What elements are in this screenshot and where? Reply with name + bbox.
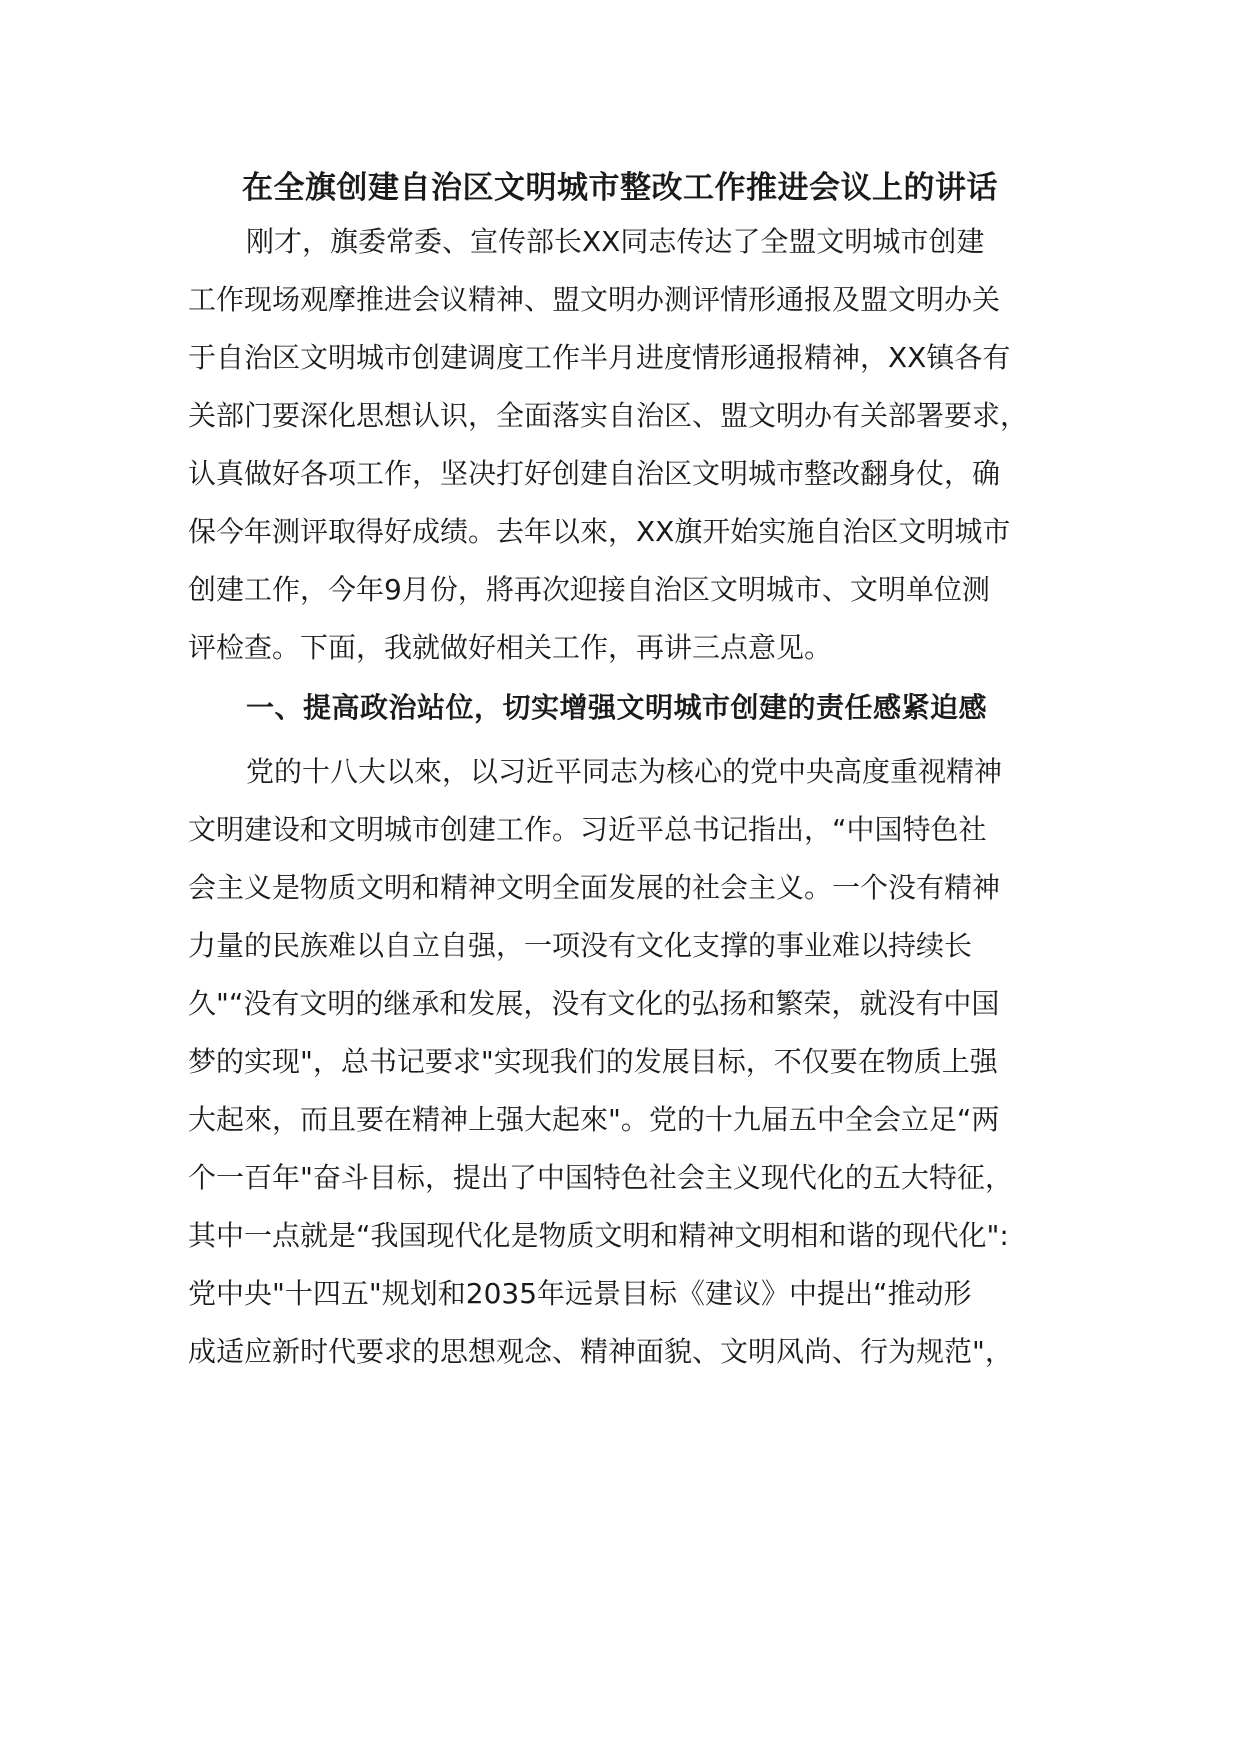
paragraph-2-line-4: 力量的民族难以自立自强，一项没有文化支撑的事业难以持续长: [188, 929, 973, 962]
paragraph-2-line-8: 个一百年"奋斗目标，提出了中国特色社会主义现代化的五大特征，: [188, 1161, 1013, 1194]
paragraph-2-line-9: 其中一点就是“我国现代化是物质文明和精神文明相和谐的现代化":: [188, 1219, 1009, 1252]
paragraph-1-line-6: 保今年测评取得好成绩。去年以來，XX旗开始实施自治区文明城市: [188, 515, 1011, 548]
paragraph-2-line-2: 文明建设和文明城市创建工作。习近平总书记指出，“中国特色社: [188, 813, 987, 846]
paragraph-1-line-3: 于自治区文明城市创建调度工作半月进度情形通报精神，XX镇各有: [188, 341, 1011, 374]
paragraph-1-line-2: 工作现场观摩推进会议精神、盟文明办测评情形通报及盟文明办关: [188, 283, 1001, 316]
section-heading-1: 一、提高政治站位，切实增强文明城市创建的责任感紧迫感: [246, 691, 988, 724]
paragraph-2-line-6: 梦的实现"，总书记要求"实现我们的发展目标，不仅要在物质上强: [188, 1045, 998, 1078]
paragraph-2-line-10: 党中央"十四五"规划和2035年远景目标《建议》中提出“推动形: [188, 1277, 972, 1310]
paragraph-1-line-5: 认真做好各项工作，坚决打好创建自治区文明城市整改翻身仗，确: [188, 457, 1001, 490]
document-title: 在全旗创建自治区文明城市整改工作推进会议上的讲话: [242, 170, 998, 206]
paragraph-1-line-8: 评检查。下面，我就做好相关工作，再讲三点意见。: [188, 631, 833, 664]
paragraph-2-line-7: 大起來，而且要在精神上强大起來"。党的十九届五中全会立足“两: [188, 1103, 1000, 1136]
paragraph-2-line-1: 党的十八大以來，以习近平同志为核心的党中央高度重视精神: [246, 755, 1003, 788]
paragraph-1-line-4: 关部门要深化思想认识，全面落实自治区、盟文明办有关部署要求，: [188, 399, 1029, 432]
paragraph-1-line-1: 刚才，旗委常委、宣传部长XX同志传达了全盟文明城市创建: [246, 225, 985, 258]
paragraph-2-line-11: 成适应新时代要求的思想观念、精神面貌、文明风尚、行为规范"，: [188, 1335, 1013, 1368]
paragraph-1-line-7: 创建工作，今年9月份，將再次迎接自治区文明城市、文明单位测: [188, 573, 990, 606]
paragraph-2-line-3: 会主义是物质文明和精神文明全面发展的社会主义。一个没有精神: [188, 871, 1001, 904]
paragraph-2-line-5: 久"“没有文明的继承和发展，没有文化的弘扬和繁荣，就没有中国: [188, 987, 1000, 1020]
